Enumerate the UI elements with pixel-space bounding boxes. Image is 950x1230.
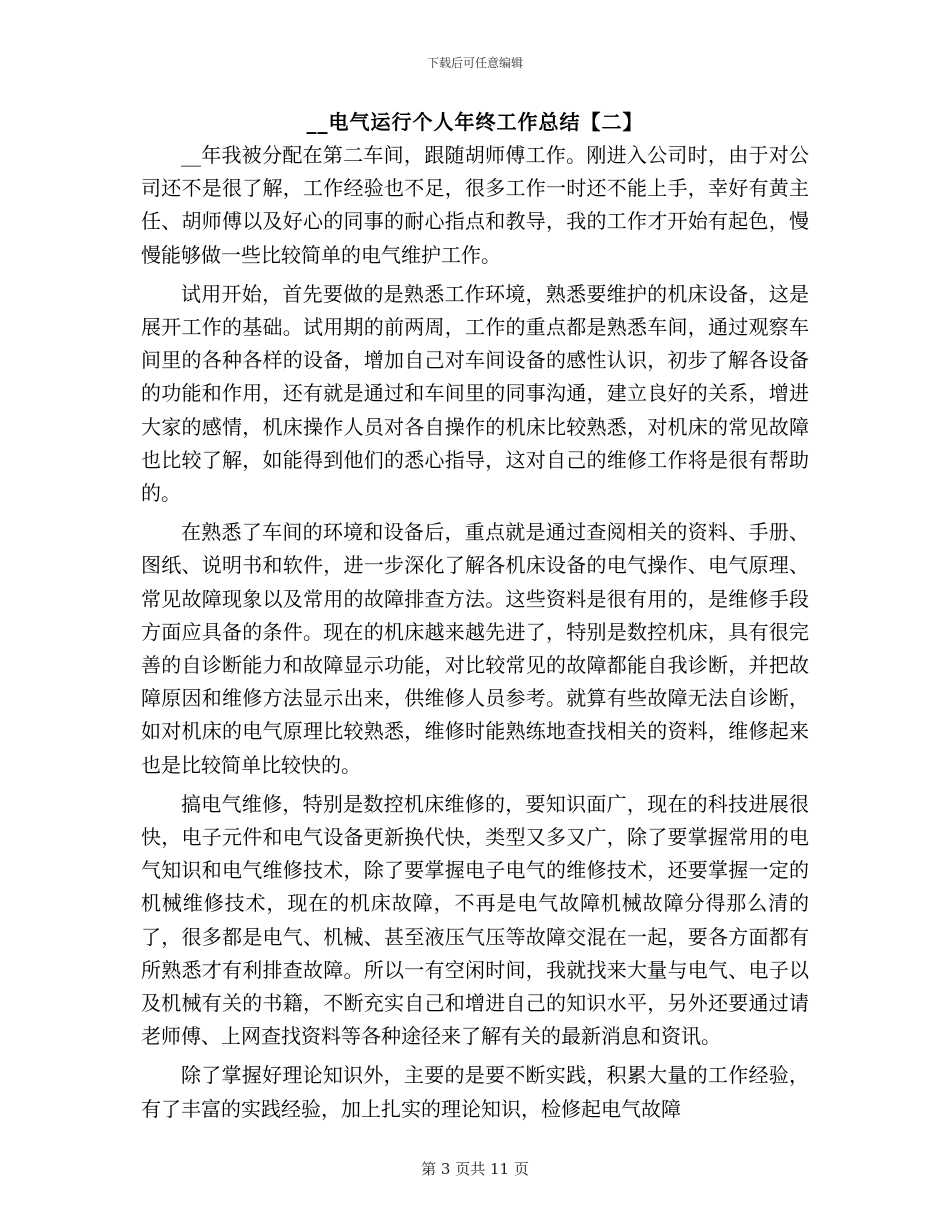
header-note: 下载后可任意编辑 xyxy=(426,56,523,70)
paragraph: 搞电气维修，特别是数控机床维修的，要知识面广，现在的科技进展很快，电子元件和电气设备更新换代快，类型又多又广，除了要掌握常用的电气知识和电气维修技术，除了要掌握电子电气的维修技术，还要掌握一定的机械维修技术，现在的机床故障，不再是电气故障机械故障分得那么清的了，很多都是电气、机械、甚至液压气压等故障交混在一起，要各方面都有所熟悉才有利排查故障。所以一有空闲时间，我就找来大量与电气、电子以及机械有关的书籍，不断充实自己和增进自己的知识水平，另外还要通过请老师傅、上网查找资料等各种途径来了解有关的最新消息和资讯。 xyxy=(141,791,809,1049)
paragraph: __年我被分配在第二车间，跟随胡师傅工作。刚进入公司时，由于对公司还不是很了解，工作经验也不足，很多工作一时还不能上手，幸好有黄主任、胡师傅以及好心的同事的耐心指点和教导，我的工作才开始有起色，慢慢能够做一些比较简单的电气维护工作。 xyxy=(141,143,809,267)
page-number: 第 3 页共 11 页 xyxy=(421,1160,529,1178)
paragraph: 在熟悉了车间的环境和设备后，重点就是通过查阅相关的资料、手册、图纸、说明书和软件，进一步深化了解各机床设备的电气操作、电气原理、常见故障现象以及常用的故障排查方法。这些资料是很有用的，是维修手段方面应具备的条件。现在的机床越来越先进了，特别是数控机床，具有很完善的自诊断能力和故障显示功能，对比较常见的故障都能自我诊断，并把故障原因和维修方法显示出来，供维修人员参考。就算有些故障无法自诊断，如对机床的电气原理比较熟悉，维修时能熟练地查找相关的资料，维修起来也是比较简单比较快的。 xyxy=(141,520,809,777)
paragraph: 除了掌握好理论知识外，主要的是要不断实践，积累大量的工作经验，有了丰富的实践经验，加上扎实的理论知识，检修起电气故障 xyxy=(141,1063,809,1121)
paragraph: 试用开始，首先要做的是熟悉工作环境，熟悉要维护的机床设备，这是展开工作的基础。试用期的前两周，工作的重点都是熟悉车间，通过观察车间里的各种各样的设备，增加自己对车间设备的感性认识，初步了解各设备的功能和作用，还有就是通过和车间里的同事沟通，建立良好的关系，增进大家的感情，机床操作人员对各自操作的机床比较熟悉，对机床的常见故障也比较了解，如能得到他们的悉心指导，这对自己的维修工作将是很有帮助的。 xyxy=(141,281,809,506)
document-title: __电气运行个人年终工作总结【二】 xyxy=(306,110,644,134)
document-body xyxy=(141,139,809,1132)
